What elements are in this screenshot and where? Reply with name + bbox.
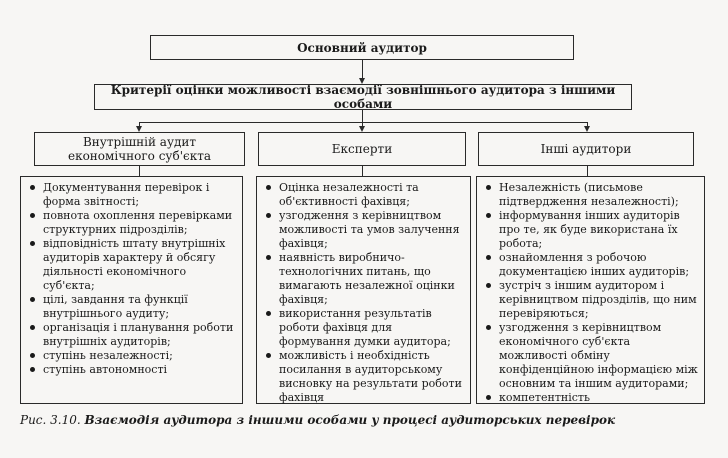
main-auditor-box: [150, 35, 574, 60]
category-other-auditors-title: Інші аудитори: [540, 142, 632, 156]
list-item: відповідність штату внутрішніх аудиторів характеру й обсягу діяльності економічного суб'єкта;: [29, 237, 238, 293]
other-auditors-criteria-list: [476, 176, 705, 404]
experts-criteria-list: [256, 176, 471, 404]
category-other-auditors-box: [478, 132, 694, 166]
connector-criteria-down: [362, 110, 363, 122]
list-item: Оцінка незалежності та об'єктивності фахівця;: [265, 181, 466, 209]
list-item: узгодження з керівництвом економічного суб'єкта можливості обміну конфіденційною інформацією між основним та іншим аудиторами;: [485, 321, 700, 391]
connector-branch: [139, 122, 587, 123]
criteria-box: [94, 84, 632, 110]
list-item: ознайомлення з робочою документацією інших аудиторів;: [485, 251, 700, 279]
list-item: використання результатів роботи фахівця для формування думки аудитора;: [265, 307, 466, 349]
main-auditor-label: Основний аудитор: [297, 40, 427, 55]
list-item: організація і планування роботи внутрішніх аудиторів;: [29, 321, 238, 349]
connector-cat-0-list: [139, 166, 140, 176]
list-item: зустріч з іншим аудитором і керівництвом підрозділів, що ним перевіряються;: [485, 279, 700, 321]
list-item: компетентність: [485, 391, 700, 405]
category-internal-audit-title: Внутрішній аудит економічного суб'єкта: [67, 135, 212, 163]
list-item: інформування інших аудиторів про те, як буде використана їх робота;: [485, 209, 700, 251]
list-item: цілі, завдання та функції внутрішнього аудиту;: [29, 293, 238, 321]
list-item: ступінь незалежності;: [29, 349, 238, 363]
figure-caption: [20, 412, 720, 428]
list-item: можливість і необхідність посилання в аудиторському висновку на результати роботи фахівця: [265, 349, 466, 405]
category-experts-box: [258, 132, 466, 166]
category-experts-title: Експерти: [331, 142, 393, 156]
connector-cat-1-list: [362, 166, 363, 176]
list-item: Документування перевірок і форма звітності;: [29, 181, 238, 209]
internal-audit-criteria-list: [20, 176, 243, 404]
category-internal-audit-box: [34, 132, 245, 166]
list-item: ступінь автономності: [29, 363, 238, 377]
list-item: повнота охоплення перевірками структурних підрозділів;: [29, 209, 238, 237]
connector-cat-2-list: [587, 166, 588, 176]
list-item: Незалежність (письмове підтвердження незалежності);: [485, 181, 700, 209]
figure-label: Рис. 3.10.: [20, 413, 81, 427]
figure-title: Взаємодія аудитора з іншими особами у процесі аудиторських перевірок: [84, 413, 616, 427]
list-item: наявність виробничо-технологічних питань, що вимагають незалежної оцінки фахівця;: [265, 251, 466, 307]
criteria-label: Критерії оцінки можливості взаємодії зовнішнього аудитора з іншими особами: [110, 83, 616, 111]
connector-top-to-criteria: [362, 60, 363, 78]
list-item: узгодження з керівництвом можливості та умов залучення фахівця;: [265, 209, 466, 251]
